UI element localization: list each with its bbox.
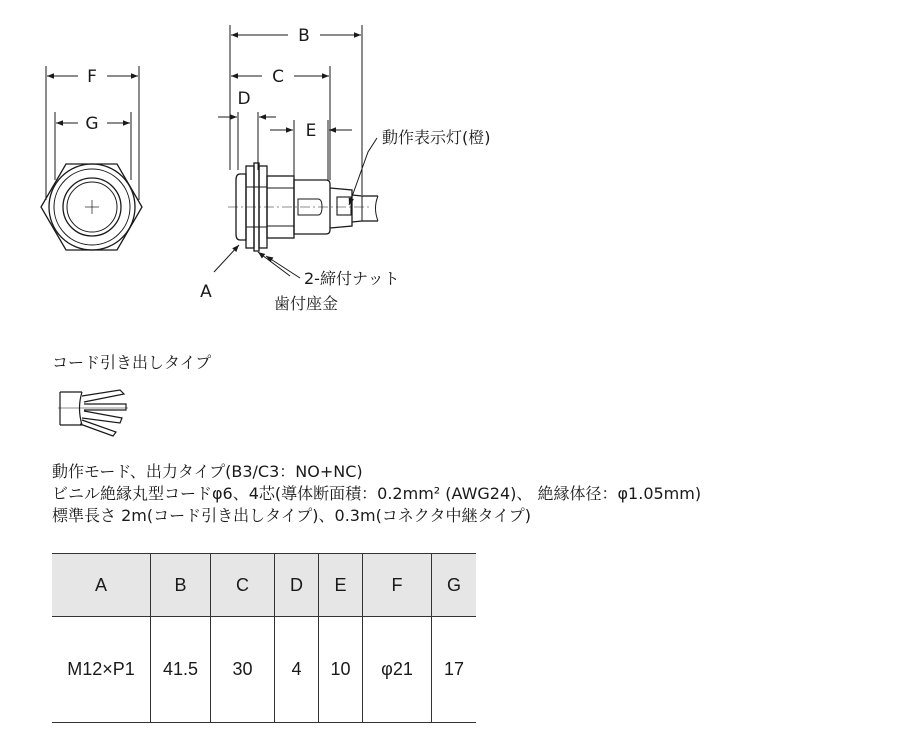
header-d: D	[275, 554, 319, 617]
table-header-row	[52, 554, 476, 617]
spec-line-2: ビニル絶縁丸型コードφ6、4芯(導体断面積：0.2mm² (AWG24)、 絶縁体径：φ1.05mm)	[52, 484, 702, 503]
header-c: C	[211, 554, 275, 617]
dim-label-a: A	[200, 282, 212, 302]
cell-e: 10	[319, 617, 363, 723]
spec-line-1: 動作モード、出力タイプ(B3/C3：NO+NC)	[52, 462, 363, 481]
dim-label-c: C	[272, 67, 284, 87]
cell-a: M12×P1	[52, 617, 151, 723]
cord-type-title: コード引き出しタイプ	[52, 353, 212, 372]
dim-label-e: E	[305, 121, 317, 141]
header-f: F	[363, 554, 432, 617]
header-a: A	[52, 554, 151, 617]
dim-label-b: B	[298, 26, 310, 46]
dim-label-f: F	[87, 67, 97, 87]
washer-label: 歯付座金	[274, 294, 339, 313]
cell-b: 41.5	[151, 617, 211, 723]
cell-f: φ21	[363, 617, 432, 723]
spec-line-3: 標準長さ 2m(コード引き出しタイプ)、0.3m(コネクタ中継タイプ)	[52, 506, 531, 525]
cell-g: 17	[432, 617, 477, 723]
cell-c: 30	[211, 617, 275, 723]
nut-label: 2-締付ナット	[304, 269, 400, 288]
front-view	[41, 66, 142, 250]
dim-label-d: D	[237, 89, 251, 109]
header-e: E	[319, 554, 363, 617]
header-g: G	[432, 554, 477, 617]
header-b: B	[151, 554, 211, 617]
cell-d: 4	[275, 617, 319, 723]
dim-label-g: G	[85, 114, 99, 134]
table-row	[52, 617, 476, 723]
cord-type-icon	[58, 390, 128, 436]
side-view	[214, 25, 378, 278]
indicator-lamp-label: 動作表示灯(橙)	[382, 128, 491, 147]
spec-description	[52, 461, 701, 527]
dimension-table	[52, 553, 476, 723]
